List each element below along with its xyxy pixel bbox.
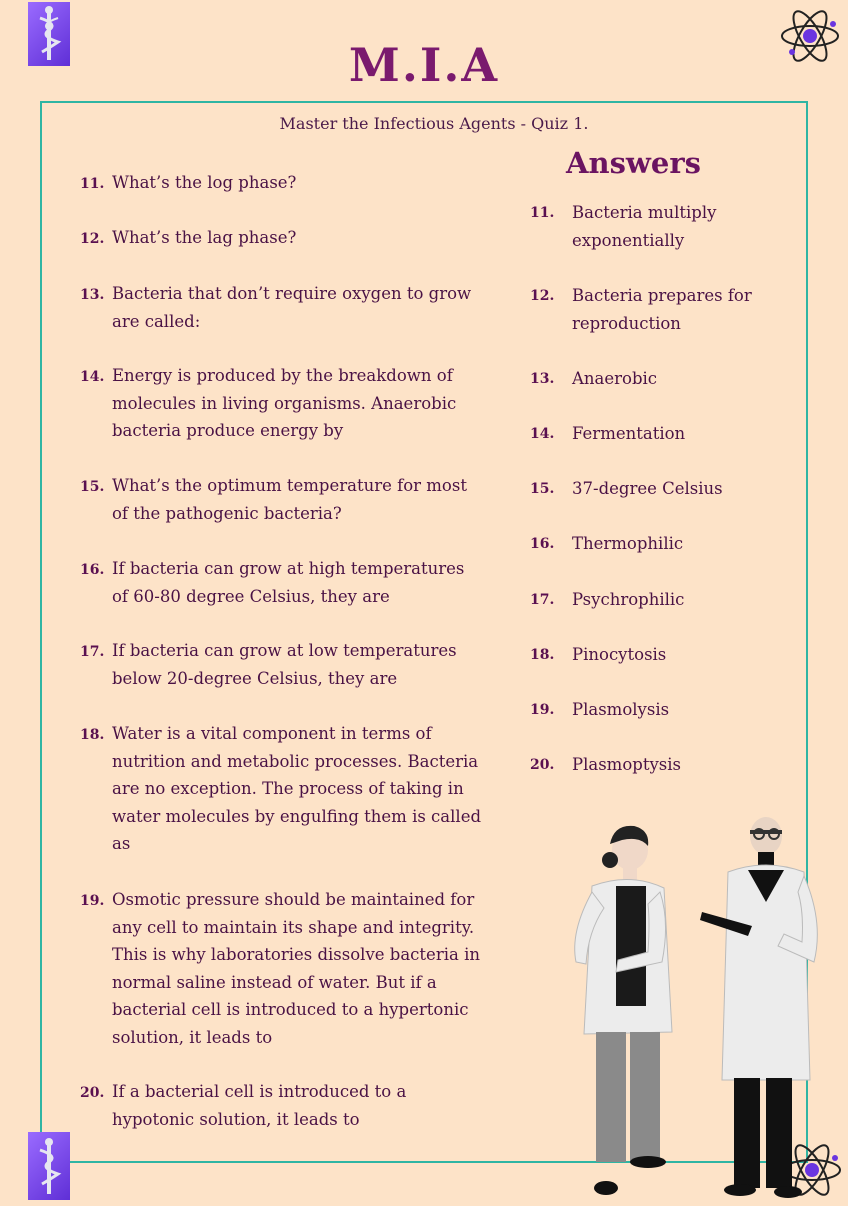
question-number: 14.	[80, 369, 105, 385]
question-number: 16.	[80, 562, 105, 578]
answer-text: Pinocytosis	[572, 645, 667, 664]
answer-number: 12.	[530, 288, 555, 304]
answer-text: Bacteria prepares for reproduction	[572, 286, 752, 333]
answer-text: Psychrophilic	[572, 590, 685, 609]
doctors-illustration	[552, 812, 832, 1200]
answer-text: Anaerobic	[572, 369, 658, 388]
answer-number: 15.	[530, 481, 555, 497]
question-number: 18.	[80, 727, 105, 743]
question-text: Osmotic pressure should be maintained for any cell to maintain its shape and integrity. This is why laboratories dissolve bacteria in normal saline instead of water. But if a bacterial cell is introduced to a hypertonic solution, it leads to	[112, 890, 480, 1047]
question-number: 20.	[80, 1085, 105, 1101]
question-number: 19.	[80, 893, 105, 909]
answer-number: 11.	[530, 205, 555, 221]
caduceus-icon	[28, 1132, 70, 1200]
answer-text: Thermophilic	[572, 534, 684, 553]
answer-number: 19.	[530, 702, 555, 718]
answer-text: Bacteria multiply exponentially	[572, 203, 717, 250]
question-text: What’s the optimum temperature for most of the pathogenic bacteria?	[112, 476, 467, 523]
page-subtitle: Master the Infectious Agents - Quiz 1.	[279, 114, 589, 133]
question-text: If bacteria can grow at low temperatures below 20-degree Celsius, they are	[112, 641, 457, 688]
question-text: Bacteria that don’t require oxygen to grow are called:	[112, 284, 472, 331]
answer-number: 17.	[530, 592, 555, 608]
female-doctor-figure	[575, 826, 672, 1195]
question-text: What’s the lag phase?	[112, 228, 297, 247]
question-text: If a bacterial cell is introduced to a hypotonic solution, it leads to	[112, 1082, 407, 1129]
answer-text: Fermentation	[572, 424, 686, 443]
answer-text: Plasmolysis	[572, 700, 670, 719]
page-title: M.I.A	[348, 38, 500, 92]
question-text: Water is a vital component in terms of nutrition and metabolic processes. Bacteria are no exception. The process of taking in water molecules by engulfing them is called as	[112, 724, 482, 853]
question-number: 13.	[80, 287, 105, 303]
answer-number: 14.	[530, 426, 555, 442]
question-number: 12.	[80, 231, 105, 247]
answer-number: 20.	[530, 757, 555, 773]
answer-text: 37-degree Celsius	[572, 479, 723, 498]
answer-number: 13.	[530, 371, 555, 387]
male-doctor-figure	[700, 817, 817, 1198]
question-number: 17.	[80, 644, 105, 660]
question-number: 11.	[80, 176, 105, 192]
answer-number: 18.	[530, 647, 555, 663]
question-number: 15.	[80, 479, 105, 495]
question-text: If bacteria can grow at high temperatures of 60-80 degree Celsius, they are	[112, 559, 465, 606]
answers-heading: Answers	[566, 146, 701, 180]
answer-text: Plasmoptysis	[572, 755, 681, 774]
question-text: Energy is produced by the breakdown of molecules in living organisms. Anaerobic bacteria produce energy by	[112, 366, 457, 440]
answer-number: 16.	[530, 536, 555, 552]
question-text: What’s the log phase?	[112, 173, 297, 192]
